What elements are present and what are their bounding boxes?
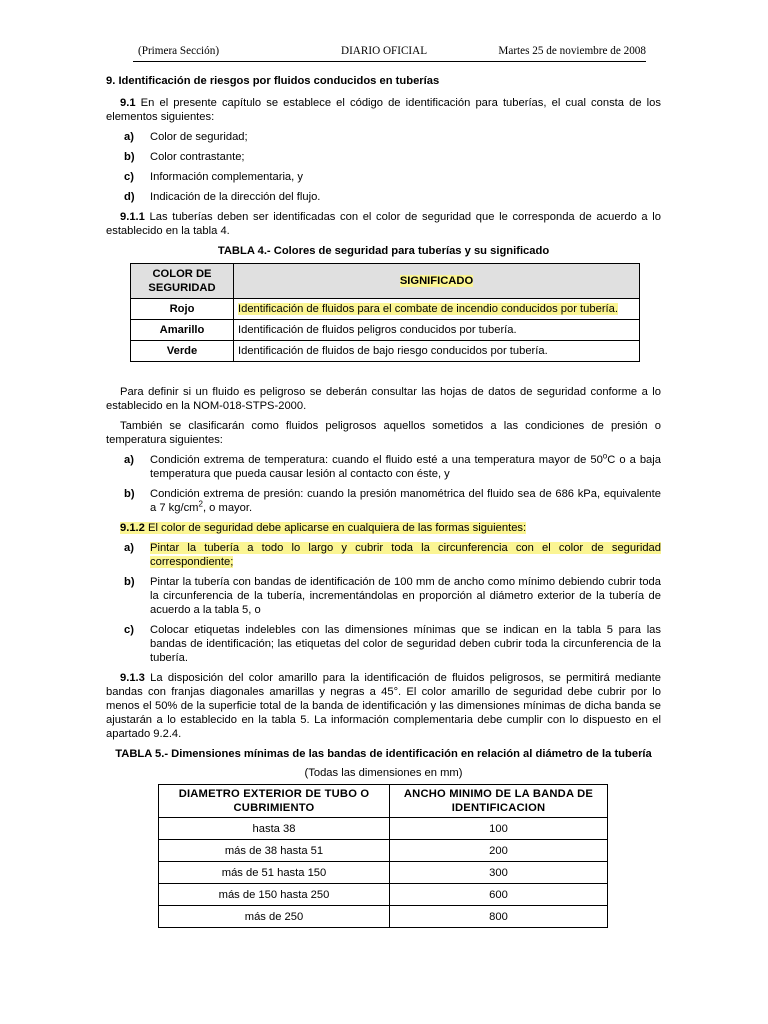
list-text: C o a baja temperatura que pueda causar lesión al contacto con éste, y: [150, 454, 661, 480]
highlighted-text: SIGNIFICADO: [399, 275, 474, 287]
list-item: [106, 150, 661, 164]
paragraph-9-1: [106, 96, 661, 124]
header-section: (Primera Sección): [138, 45, 220, 57]
highlighted-text: Identificación de fluidos para el combate de incendio conducidos por tubería.: [238, 303, 618, 315]
diameter-cell: más de 38 hasta 51: [159, 840, 390, 862]
clause-number: 9.1.1: [120, 211, 145, 223]
list-label: a): [124, 542, 134, 554]
list-label: c): [124, 624, 134, 636]
list-text: Condición extrema de temperatura: cuando el fluido esté a una temperatura mayor de 50: [150, 454, 603, 466]
clause-text: En el presente capítulo se establece el código de identificación para tuberías, el cual consta de los elementos siguientes:: [106, 97, 661, 123]
band-width-cell: 200: [390, 840, 608, 862]
highlighted-text: Pintar la tubería a todo lo largo y cubrir toda la circunferencia con el color de seguridad correspondiente;: [150, 542, 661, 568]
list-text: Condición extrema de presión: cuando la presión manométrica del fluido sea de 686 kPa, equivalente a 7 kg/cm: [150, 488, 661, 514]
diameter-cell: más de 150 hasta 250: [159, 884, 390, 906]
meaning-cell: Identificación de fluidos de bajo riesgo conducidos por tubería.: [234, 341, 640, 362]
paragraph-9-1-1: [106, 210, 661, 238]
table-header-cell: ANCHO MINIMO DE LA BANDA DE IDENTIFICACION: [390, 785, 608, 818]
table-row: [131, 341, 640, 362]
list-item: [106, 487, 661, 515]
list-label: d): [124, 191, 135, 203]
table-header-cell: [234, 264, 640, 299]
diameter-cell: más de 250: [159, 906, 390, 928]
table-row: [131, 299, 640, 320]
clause-text: El color de seguridad debe aplicarse en cualquiera de las formas siguientes:: [144, 522, 527, 534]
header-publication: DIARIO OFICIAL: [341, 45, 428, 57]
table5-subcaption: (Todas las dimensiones en mm): [304, 767, 463, 779]
superscript: 2: [198, 499, 203, 509]
table-4: [130, 263, 640, 362]
table-5: [158, 784, 608, 928]
table-row: [131, 320, 640, 341]
document-body: [106, 74, 661, 928]
color-cell: Rojo: [131, 299, 234, 320]
list-text: Color de seguridad;: [150, 131, 248, 143]
diameter-cell: más de 51 hasta 150: [159, 862, 390, 884]
table-row: [159, 906, 608, 928]
diameter-cell: hasta 38: [159, 818, 390, 840]
paragraph-9-1-2: [106, 521, 661, 535]
band-width-cell: 100: [390, 818, 608, 840]
list-item: [106, 130, 661, 144]
table-row: [159, 818, 608, 840]
meaning-cell: [234, 299, 640, 320]
color-cell: Verde: [131, 341, 234, 362]
clause-text: La disposición del color amarillo para la identificación de fluidos peligrosos, se permitirá mediante bandas con franjas diagonales amarillas y negras a 45°. El color amarillo de seguridad debe cubrir por lo menos el 50% de la superficie total de la banda de identificación y las dimensiones mínimas de dicha banda se ajustarán a lo establecido en la tabla 5. La información complementaria debe cumplir con lo dispuesto en el apartado 9.2.4.: [106, 672, 661, 740]
section-title: 9. Identificación de riesgos por fluidos conducidos en tuberías: [106, 75, 440, 87]
list-label: b): [124, 151, 135, 163]
degree-mark: o: [602, 451, 608, 461]
list-label: a): [124, 131, 134, 143]
list-text: Pintar la tubería con bandas de identificación de 100 mm de ancho como mínimo debiendo cubrir toda la circunferencia de la tubería, incrementándolas en proporción al diámetro exterior de la tubería de acuerdo a la tabla 5, o: [150, 576, 661, 616]
table-row: [159, 884, 608, 906]
table-header-row: [159, 785, 608, 818]
paragraph-define: Para definir si un fluido es peligroso se deberán consultar las hojas de datos de seguridad conforme a lo establecido en la NOM-018-STPS-2000.: [106, 386, 661, 412]
band-width-cell: 800: [390, 906, 608, 928]
list-text: Información complementaria, y: [150, 171, 303, 183]
list-label: b): [124, 488, 135, 500]
list-item: [106, 453, 661, 481]
list-text: Colocar etiquetas indelebles con las dimensiones mínimas que se indican en la tabla 5 para las bandas de identificación; las etiquetas del color de seguridad deben cubrir toda la circunferencia de la tubería.: [150, 624, 661, 664]
page-header: [133, 44, 646, 62]
list-text: Color contrastante;: [150, 151, 245, 163]
paragraph-tambien: También se clasificarán como fluidos peligrosos aquellos sometidos a las condiciones de presión o temperatura siguientes:: [106, 420, 661, 446]
meaning-cell: Identificación de fluidos peligros conducidos por tubería.: [234, 320, 640, 341]
table-header-row: [131, 264, 640, 299]
table-header-cell: COLOR DE SEGURIDAD: [131, 264, 234, 299]
header-date: Martes 25 de noviembre de 2008: [498, 45, 646, 57]
highlighted-text: [120, 522, 526, 534]
clause-number: 9.1.3: [120, 672, 145, 684]
elements-list: [106, 130, 661, 204]
clause-number: 9.1.2: [120, 522, 145, 534]
list-text: , o mayor.: [202, 502, 253, 514]
table-header-cell: DIAMETRO EXTERIOR DE TUBO O CUBRIMIENTO: [159, 785, 390, 818]
list-text: Indicación de la dirección del flujo.: [150, 191, 321, 203]
list-item: [106, 575, 661, 617]
clause-number: 9.1: [120, 97, 136, 109]
table-row: [159, 862, 608, 884]
list-item: [106, 190, 661, 204]
list-item: [106, 623, 661, 665]
list-label: c): [124, 171, 134, 183]
list-label: b): [124, 576, 135, 588]
list-item: [106, 541, 661, 569]
band-width-cell: 300: [390, 862, 608, 884]
list-label: a): [124, 454, 134, 466]
table4-caption: TABLA 4.- Colores de seguridad para tuberías y su significado: [217, 245, 550, 257]
list-item: [106, 170, 661, 184]
clause-text: Las tuberías deben ser identificadas con el color de seguridad que le corresponda de acuerdo a lo establecido en la tabla 4.: [106, 211, 661, 237]
band-width-cell: 600: [390, 884, 608, 906]
color-cell: Amarillo: [131, 320, 234, 341]
paragraph-9-1-3: [106, 671, 661, 741]
table5-caption: TABLA 5.- Dimensiones mínimas de las bandas de identificación en relación al diámetro de la tubería: [115, 748, 652, 760]
table-row: [159, 840, 608, 862]
